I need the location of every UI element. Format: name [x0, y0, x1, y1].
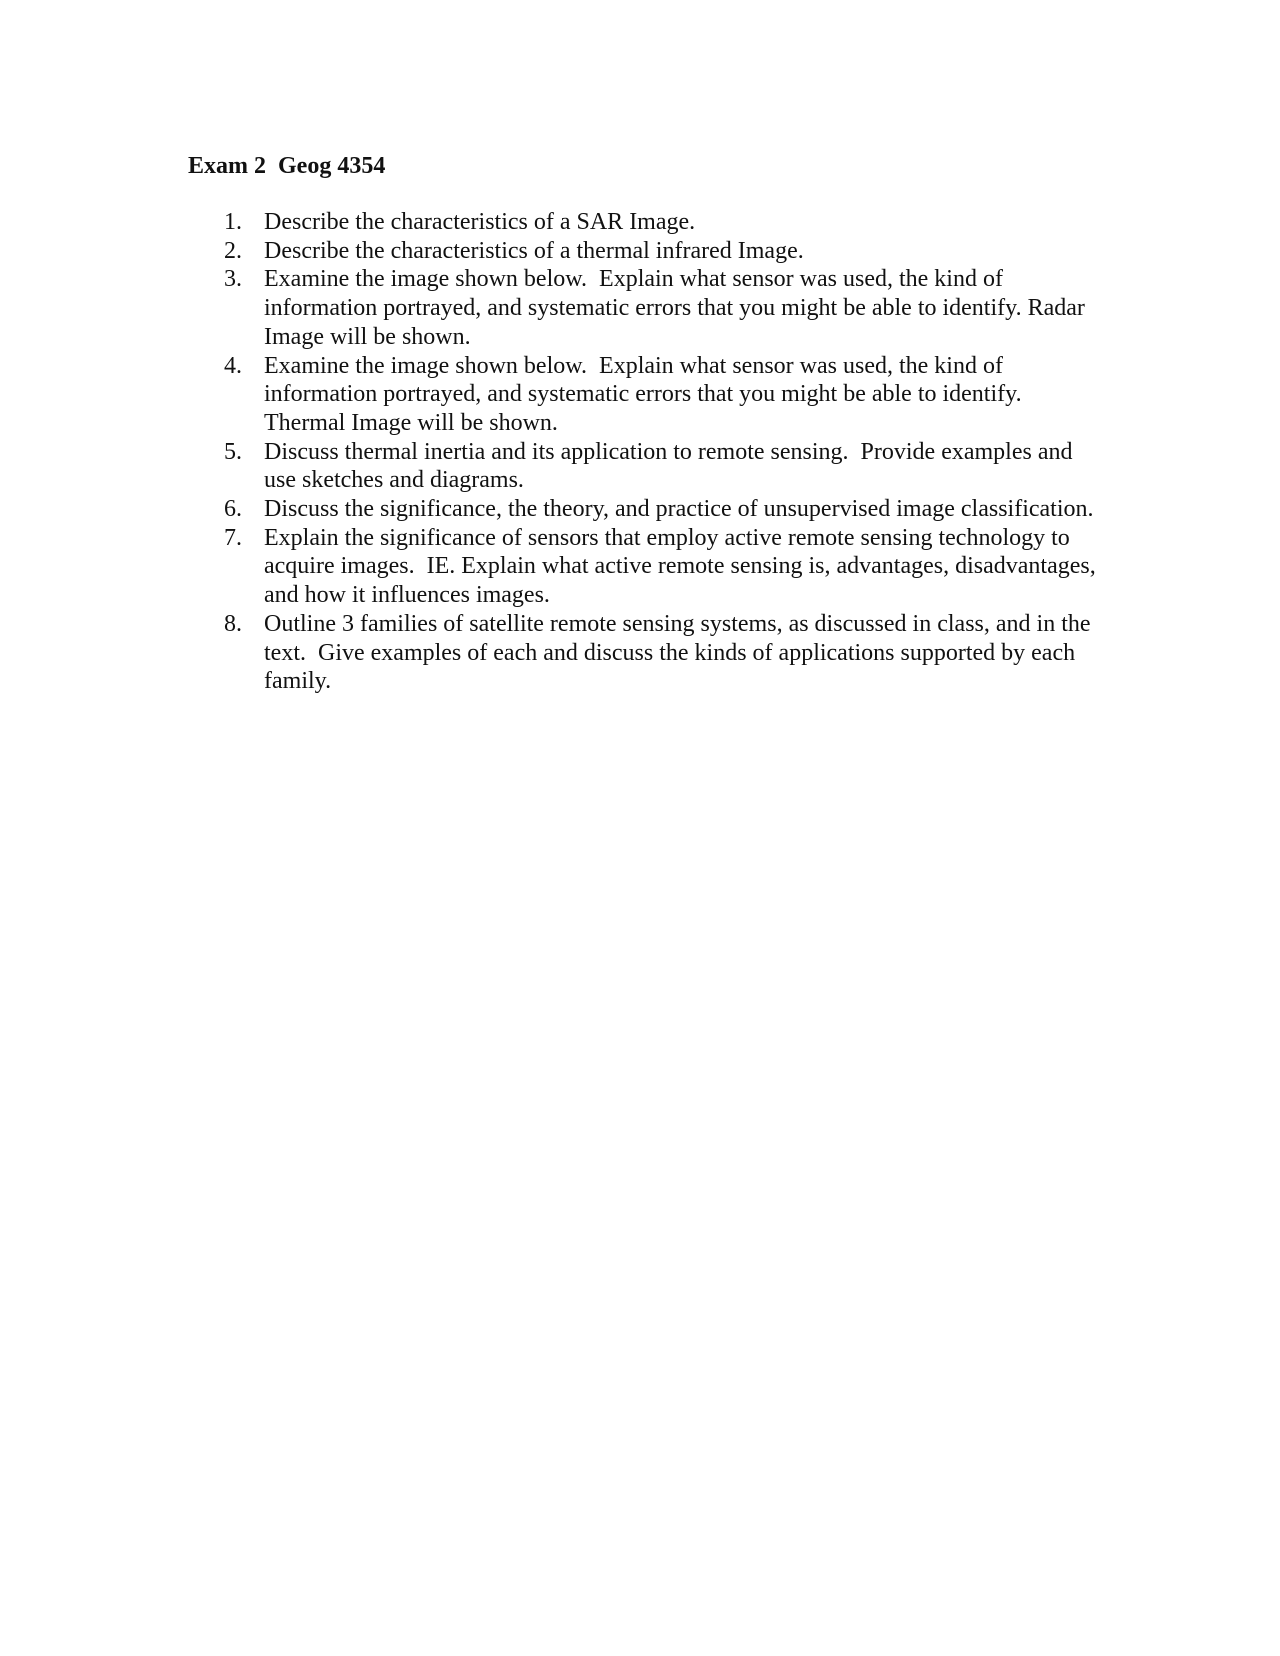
question-text: Describe the characteristics of a SAR Image. [264, 209, 696, 235]
question-text: Discuss the significance, the theory, and practice of unsupervised image classification. [264, 496, 1094, 523]
question-item [188, 524, 1108, 610]
question-list [188, 208, 1108, 696]
question-item [188, 237, 1108, 266]
question-number: 6. [224, 496, 242, 523]
question-number: 1. [224, 209, 242, 235]
question-number: 2. [224, 237, 242, 264]
question-item [188, 438, 1108, 495]
question-number: 3. [224, 266, 242, 293]
exam-title: Exam 2 Geog 4354 [188, 153, 386, 179]
question-text: Outline 3 families of satellite remote sensing systems, as discussed in class, and in the text. Give examples of each and discuss the kinds of applications supported by each family. [264, 610, 1097, 695]
question-text: Discuss thermal inertia and its application to remote sensing. Provide examples and use sketches and diagrams. [264, 438, 1079, 494]
question-item [188, 352, 1108, 438]
question-number: 5. [224, 438, 242, 465]
question-text: Examine the image shown below. Explain what sensor was used, the kind of information portrayed, and systematic errors that you might be able to identify. Thermal Image will be shown. [264, 352, 1028, 436]
question-number: 8. [224, 610, 242, 637]
question-item [188, 610, 1108, 696]
question-text: Describe the characteristics of a thermal infrared Image. [264, 237, 804, 264]
question-text: Explain the significance of sensors that employ active remote sensing technology to acquire images. IE. Explain what active remote sensing is, advantages, disadvantages, and how it influences images. [264, 524, 1102, 609]
question-item [188, 495, 1108, 524]
question-text: Examine the image shown below. Explain what sensor was used, the kind of information portrayed, and systematic errors that you might be able to identify. Radar Image will be shown. [264, 266, 1091, 350]
question-item [188, 208, 1108, 237]
question-number: 7. [224, 524, 242, 551]
question-number: 4. [224, 352, 242, 379]
question-item [188, 265, 1108, 351]
